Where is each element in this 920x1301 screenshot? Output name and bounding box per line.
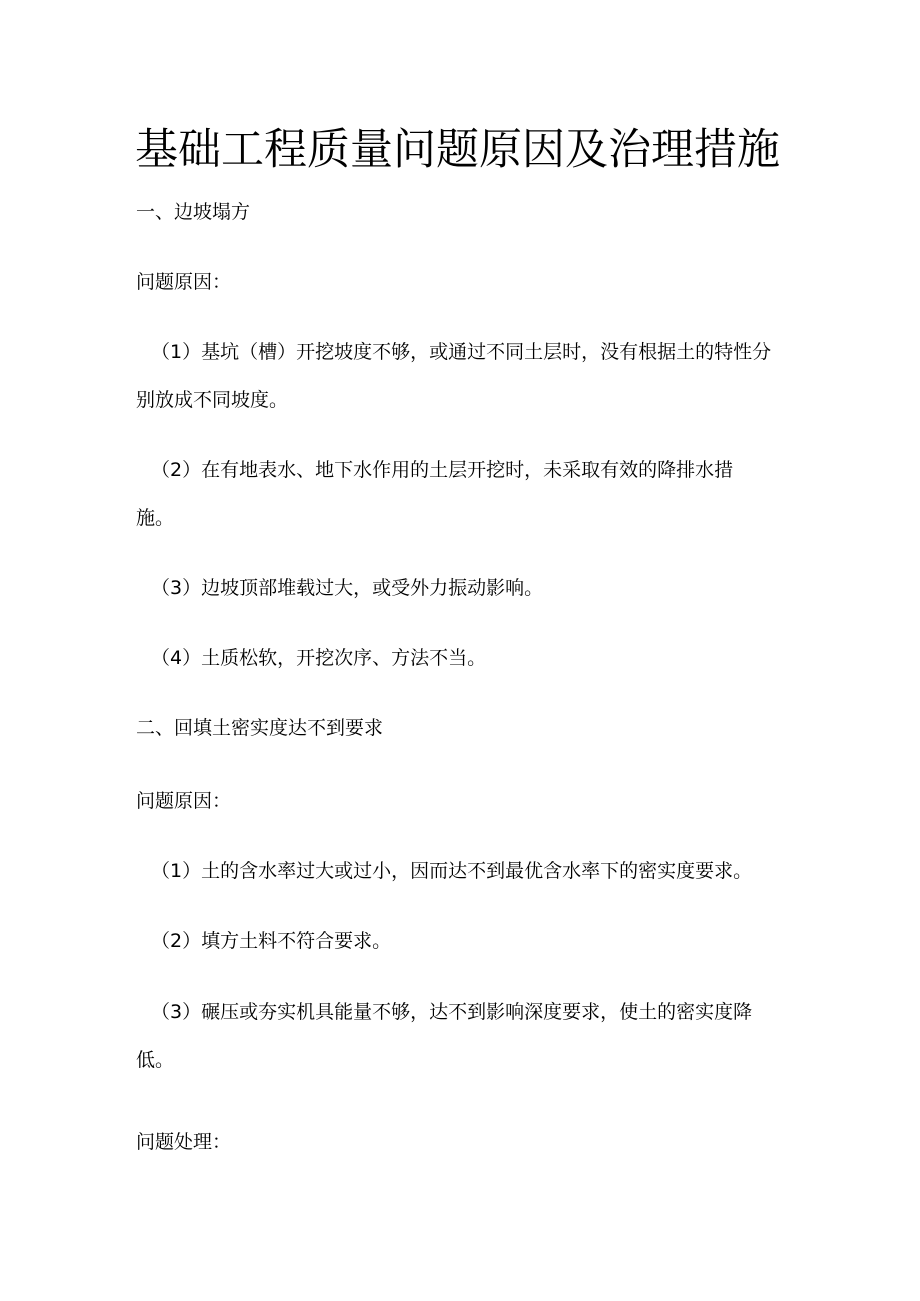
section-2-item-3-line-1: （3）碾压或夯实机具能量不够，达不到影响深度要求，使土的密实度降: [151, 1001, 753, 1023]
section-1-item-2-line-2: 施。: [136, 507, 175, 529]
section-1-cause-label: 问题原因：: [136, 271, 232, 293]
section-2-item-3-line-2: 低。: [136, 1049, 175, 1071]
section-1-item-3: （3）边坡顶部堆载过大，或受外力振动影响。: [151, 577, 544, 599]
section-2-heading: 二、回填土密实度达不到要求: [136, 717, 384, 739]
section-1-heading: 一、边坡塌方: [136, 201, 251, 223]
section-2-cause-label: 问题原因：: [136, 790, 232, 812]
section-2-treatment-label: 问题处理：: [136, 1131, 232, 1153]
section-1-item-1-line-1: （1）基坑（槽）开挖坡度不够，或通过不同土层时，没有根据土的特性分: [151, 341, 772, 363]
section-1-item-2-line-1: （2）在有地表水、地下水作用的土层开挖时，未采取有效的降排水措: [151, 459, 734, 481]
section-1-item-1-line-2: 别放成不同坡度。: [136, 389, 289, 411]
section-2-item-1: （1）土的含水率过大或过小，因而达不到最优含水率下的密实度要求。: [151, 860, 753, 882]
document-title: 基础工程质量问题原因及治理措施: [135, 125, 780, 175]
section-2-item-2: （2）填方土料不符合要求。: [151, 930, 392, 952]
section-1-item-4: （4）土质松软，开挖次序、方法不当。: [151, 647, 487, 669]
